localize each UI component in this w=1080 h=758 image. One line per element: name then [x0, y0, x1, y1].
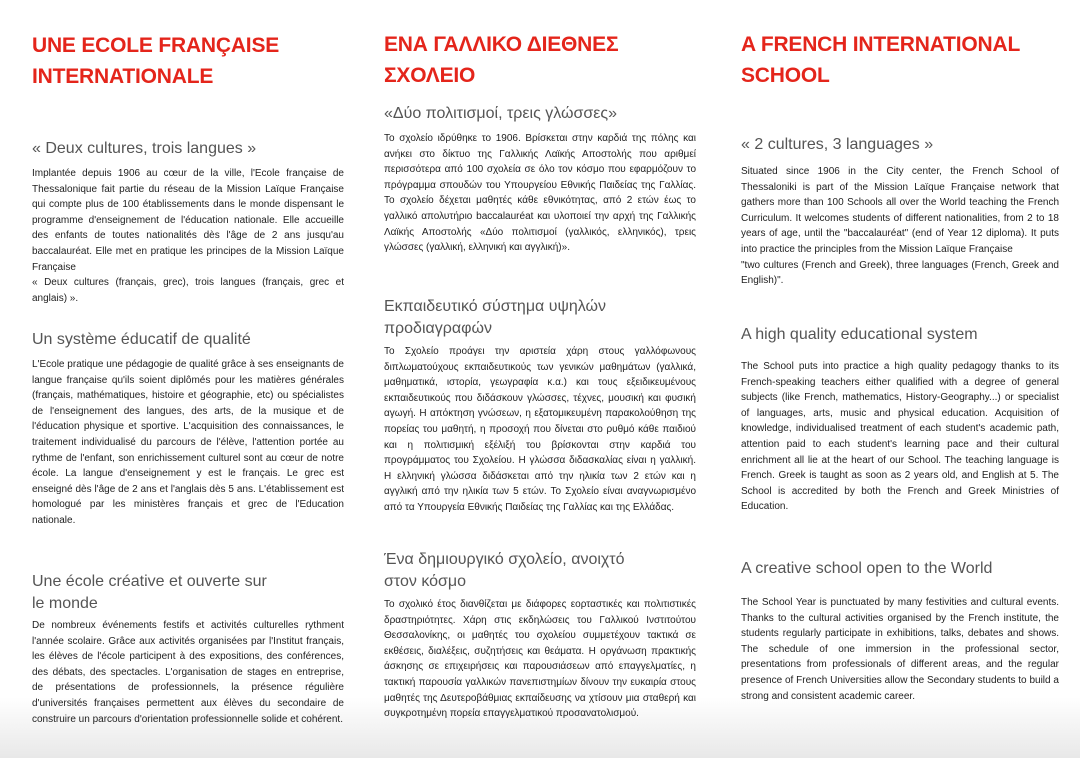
- greek-section3-heading-line2: στον κόσμο: [384, 573, 467, 590]
- french-title-line2: INTERNATIONALE: [32, 65, 214, 88]
- french-section3-heading-line1: Une école créative et ouverte sur: [32, 573, 267, 590]
- french-title-line1: UNE ECOLE FRANÇAISE: [32, 34, 280, 57]
- french-section1-quote: « Deux cultures (français, grec), trois langues (français, grec et anglais) ».: [32, 277, 344, 304]
- english-section3-heading: A creative school open to the World: [741, 560, 993, 577]
- french-section2-body: L'Ecole pratique une pédagogie de qualité grâce à ses enseignants de langue française qu'ils soient diplômés pour les matières générales (français, mathématiques, histoire et géographie, etc) ou spécialistes de l'enseignement des langues, des arts, de la musique et de l'éducation physique et sportive. L'acquisition des connaissances, le traitement individualisé du parcours de l'élève, l'attention portée au rythme de l'enfant, son enrichissement culturel sont au cœur de notre école. La langue d'enseignement y est le français. Le grec est enseigné dès l'âge de 2 ans et l'anglais dès 5 ans. L'établissement est homologué par les ministères français et grec de l'Education nationale.: [32, 359, 344, 526]
- greek-section2-body: Το Σχολείο προάγει την αριστεία χάρη στους γαλλόφωνους διπλωματούχους εκπαιδευτικούς των γενικών μαθημάτων (γαλλικά, μαθηματικά, ιστορία, γεωγραφία κ.α.) και τους εξειδικευμένους εκπαιδευτικούς που διδάσκουν γλώσσες, τέχνες, μουσική και φυσική αγωγή. Η απόκτηση γνώσεων, η εξατομικευμένη παρακολούθηση της πορείας του μαθητή, η προσοχή που δίνεται στο ρυθμό κάθε παιδιού και η πολιτισμική εξέλιξή του βρίσκονται στην καρδιά του προγράμματος του Σχολείου. Η γλώσσα διδασκαλίας είναι η γαλλική. Η ελληνική γλώσσα διδάσκεται από την ηλικία των 2 ετών και η αγγλική από την ηλικία των 5 ετών. Το Σχολείο είναι αναγνωρισμένο από τα Υπουργεία Εθνικής Παιδείας της Γαλλίας και της Ελλάδας.: [384, 346, 696, 513]
- english-title-line2: SCHOOL: [741, 64, 830, 87]
- french-column: [32, 0, 344, 758]
- greek-column: [384, 0, 696, 758]
- greek-main-title: [384, 29, 704, 91]
- greek-section2-heading-line1: Εκπαιδευτικό σύστημα υψηλών: [384, 298, 607, 315]
- greek-section3-heading: [384, 549, 704, 593]
- english-section3-body: The School Year is punctuated by many festivities and cultural events. Thanks to the cultural activities organised by the French institute, the students regularly participate in exhibitions, talks, debates and shows. The schedule of one immersion in the professional sector, presentations from professionals of different areas, and the regular presence of French Universities allow the Secondary students to build a strong and consistent academic career.: [741, 597, 1059, 702]
- greek-section1-heading: «Δύο πολιτισμοί, τρεις γλώσσες»: [384, 105, 617, 122]
- french-section3-body: De nombreux événements festifs et activités culturelles rythment l'année scolaire. Grâce aux activités organisées par l'Institut français, les élèves de l'école participent à des expositions, des conférences, des débats, des spectacles. L'organisation de stages en entreprise, de présentations de professionnels, la présence régulière d'universités françaises permettent aux élèves du secondaire de construire un parcours d'orientation professionnelle solide et cohérent.: [32, 620, 344, 725]
- english-section1-quote: "two cultures (French and Greek), three languages (French, Greek and English)".: [741, 259, 1059, 287]
- greek-section3-body: Το σχολικό έτος διανθίζεται με διάφορες εορταστικές και πολιτιστικές δραστηριότητες. Χάρη στις εκδηλώσεις του Γαλλικού Ινστιτούτου Θεσσαλονίκης, οι μαθητές του σχολείου συμμετέχουν τακτικά σε εκθέσεις, διαλέξεις, συζητήσεις και θεάματα. Η οργάνωση πρακτικής άσκησης σε επιχειρήσεις και παρουσιάσεων από επαγγελματίες, η τακτική παρουσία γαλλικών πανεπιστημίων δίνουν την ευκαιρία στους μαθητές της Δευτεροβάθμιας εκπαίδευσης να χτίσουν μια σταθερή και συγκροτημένη πορεία επαγγελματικού προσανατολισμού.: [384, 599, 696, 720]
- french-section1-body: [32, 166, 344, 306]
- english-title-line1: A FRENCH INTERNATIONAL: [741, 33, 1021, 56]
- french-section3-heading-line2: le monde: [32, 595, 98, 612]
- english-main-title: [741, 29, 1061, 91]
- english-section2-heading: A high quality educational system: [741, 326, 978, 343]
- greek-section2-heading: [384, 296, 704, 340]
- french-section1-heading: « Deux cultures, trois langues »: [32, 140, 257, 157]
- greek-section1-body: Το σχολείο ιδρύθηκε το 1906. Βρίσκεται στην καρδιά της πόλης και ανήκει στο δίκτυο της Γαλλικής Λαϊκής Αποστολής που αριθμεί περισσότερα από 100 σχολεία σε όλο τον κόσμο που εφαρμόζουν το πρόγραμμα σπουδών του Υπουργείου Εθνικής Παιδείας της Γαλλίας. Το σχολείο δέχεται μαθητές κάθε εθνικότητας, από 2 ετών έως το γαλλικό απολυτήριο baccalauréat και υλοποιεί την αρχή της Γαλλικής Λαϊκής Αποστολής «Δύο πολιτισμοί (γαλλικός, ελληνικός), τρεις γλώσσες (γαλλική, ελληνική και αγγλική)».: [384, 133, 696, 254]
- greek-section2-heading-line2: προδιαγραφών: [384, 320, 492, 337]
- greek-section3-heading-line1: Ένα δημιουργικό σχολείο, ανοιχτό: [384, 551, 625, 568]
- english-column: [741, 0, 1059, 758]
- english-section1-body: [741, 164, 1059, 289]
- french-section2-heading: Un système éducatif de qualité: [32, 331, 251, 348]
- english-section2-body: The School puts into practice a high quality pedagogy thanks to its French-speaking teachers either qualified with a degree of general subjects (like French, mathematics, History-Geography...) or specialist of languages, arts, music and physical education. Acquisition of knowledge, individualised treatment of each student's academic path, attention paid to each student's learning pace and their cultural enrichment all lie at the heart of our School. The teaching language is French. Greek is taught as soon as 2 years old, and English at 5. The School is accredited by both the French and Greek Ministries of Education.: [741, 361, 1059, 513]
- greek-title-line2: ΣΧΟΛΕΙΟ: [384, 64, 476, 87]
- english-section1-text: Situated since 1906 in the City center, the French School of Thessaloniki is part of the Mission Laïque Française network that gathers more than 100 Schools all over the World teaching the French Curriculum. It welcomes students of different nationalities, from 2 to 18 years of age, until the "baccalauréat" (end of Year 12 diploma). It puts into practice the principles from the Mission Laïque Française: [741, 166, 1059, 255]
- french-section3-heading: [32, 571, 352, 615]
- english-section1-heading: « 2 cultures, 3 languages »: [741, 136, 934, 153]
- french-main-title: [32, 30, 352, 92]
- greek-title-line1: ΕΝΑ ΓΑΛΛΙΚΟ ΔΙΕΘΝΕΣ: [384, 33, 619, 56]
- french-section1-text: Implantée depuis 1906 au cœur de la ville, l'Ecole française de Thessalonique fait partie du réseau de la Mission Laïque Française qui compte plus de 100 établissements dans le monde dispensant le programme d'enseignement de l'éducation nationale. Elle accueille des enfants de toutes nationalités dès l'âge de 2 ans jusqu'au baccalauréat. Elle met en pratique les principes de la Mission Laïque Française: [32, 168, 344, 273]
